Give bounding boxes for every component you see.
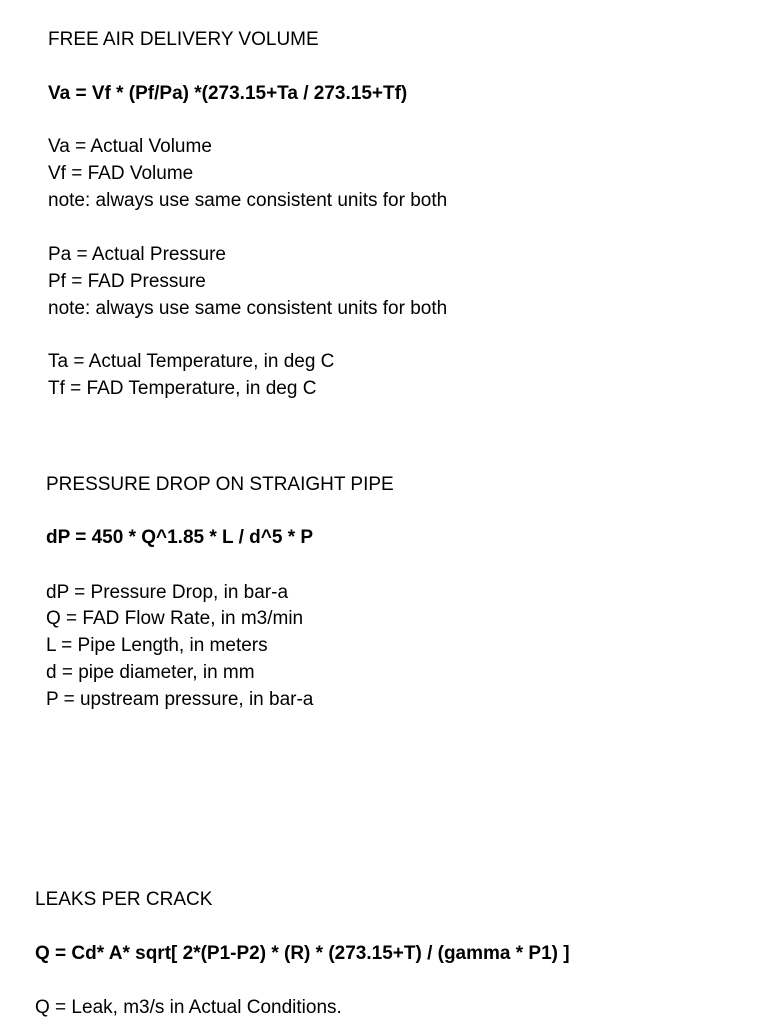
fad-pressure-line-pf: Pf = FAD Pressure <box>48 271 206 292</box>
fad-temperature-line-tf: Tf = FAD Temperature, in deg C <box>48 378 317 399</box>
fad-volume-line-va: Va = Actual Volume <box>48 136 212 157</box>
fad-volume-line-vf: Vf = FAD Volume <box>48 163 194 184</box>
fad-volume-note: note: always use same consistent units for both <box>48 190 448 211</box>
leaks-line-q: Q = Leak, m3/s in Actual Conditions. <box>35 997 342 1018</box>
pipe-line-q: Q = FAD Flow Rate, in m3/min <box>46 608 304 629</box>
pipe-line-p: P = upstream pressure, in bar-a <box>46 689 314 710</box>
pipe-line-l: L = Pipe Length, in meters <box>46 635 268 656</box>
pipe-line-d: d = pipe diameter, in mm <box>46 662 255 683</box>
leaks-heading: LEAKS PER CRACK <box>35 889 213 910</box>
fad-pressure-line-pa: Pa = Actual Pressure <box>48 244 226 265</box>
leaks-formula: Q = Cd* A* sqrt[ 2*(P1-P2) * (R) * (273.15+T) / (gamma * P1) ] <box>35 943 570 964</box>
fad-formula: Va = Vf * (Pf/Pa) *(273.15+Ta / 273.15+Tf) <box>48 83 408 104</box>
fad-pressure-note: note: always use same consistent units for both <box>48 298 448 319</box>
pipe-heading: PRESSURE DROP ON STRAIGHT PIPE <box>46 474 394 495</box>
fad-heading: FREE AIR DELIVERY VOLUME <box>48 29 319 50</box>
pipe-formula: dP = 450 * Q^1.85 * L / d^5 * P <box>46 527 314 548</box>
fad-temperature-line-ta: Ta = Actual Temperature, in deg C <box>48 351 335 372</box>
pipe-line-dp: dP = Pressure Drop, in bar-a <box>46 582 289 603</box>
